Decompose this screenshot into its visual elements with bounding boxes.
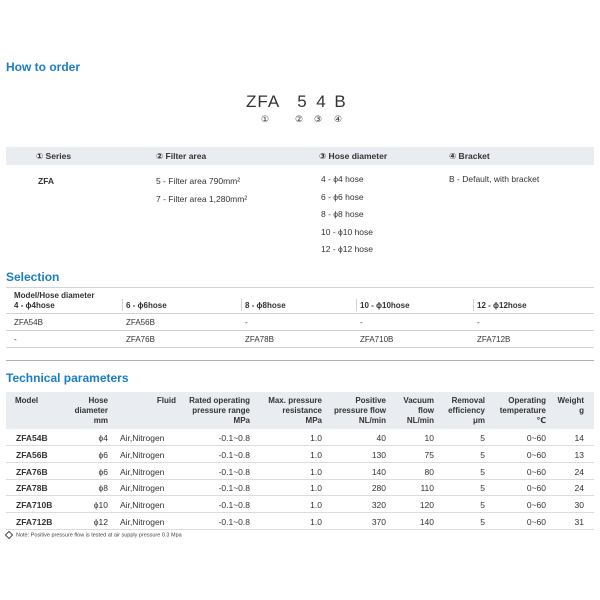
- option: 8 - ϕ8 hose: [321, 209, 364, 219]
- divider: [6, 347, 594, 348]
- selection-cell: ZFA78B: [245, 335, 274, 344]
- divider: [356, 299, 357, 311]
- header-positive-flow: [326, 396, 386, 426]
- table-cell: 320: [371, 500, 386, 511]
- header-line: diameter: [74, 406, 108, 415]
- table-cell: ϕ6: [98, 466, 108, 477]
- table-cell: 5: [480, 449, 485, 460]
- selection-header: 6 - ϕ6hose: [126, 301, 167, 310]
- header-line: flow: [418, 406, 434, 415]
- divider: [241, 299, 242, 311]
- table-row: [6, 497, 594, 513]
- table-cell: 1.0: [310, 449, 322, 460]
- series-options: [38, 176, 54, 194]
- table-cell: ϕ4: [98, 433, 108, 443]
- table-cell: 24: [574, 483, 584, 494]
- table-cell: -0.1~0.8: [218, 433, 250, 443]
- table-row: [6, 514, 594, 530]
- divider: [6, 287, 594, 288]
- selection-header: 8 - ϕ8hose: [245, 301, 286, 310]
- code-hose-diameter: 4: [316, 92, 327, 111]
- header-line: Max. pressure: [268, 396, 322, 405]
- header-series: ① Series: [36, 151, 72, 161]
- header-filter-area: ② Filter area: [156, 151, 207, 161]
- option: 7 - Filter area 1,280mm²: [156, 193, 248, 204]
- code-series: ZFA: [246, 92, 281, 111]
- divider: [6, 313, 594, 314]
- option: 4 - ϕ4 hose: [321, 174, 364, 184]
- selection-cell: ZFA76B: [126, 335, 155, 344]
- table-cell: 30: [574, 500, 584, 511]
- header-line: g: [579, 406, 584, 415]
- selection-cell: -: [245, 318, 248, 327]
- table-cell: 5: [480, 517, 485, 527]
- divider: [122, 299, 123, 311]
- selection-cell: -: [477, 318, 480, 327]
- table-cell: Air,Nitrogen: [120, 433, 165, 443]
- table-cell: -0.1~0.8: [218, 466, 250, 477]
- table-cell: 24: [574, 466, 584, 477]
- table-row: [6, 480, 594, 496]
- table-cell: 1.0: [310, 466, 322, 477]
- table-cell: 31: [574, 517, 584, 527]
- table-cell: ϕ10: [93, 500, 108, 511]
- table-row: [6, 447, 594, 463]
- header-line: pressure range: [192, 406, 250, 415]
- header-line: NL/min: [406, 416, 434, 425]
- selection-cell: ZFA54B: [14, 318, 43, 327]
- table-row: [6, 430, 594, 446]
- table-cell: 0~60: [526, 517, 546, 527]
- table-cell: Air,Nitrogen: [120, 483, 165, 494]
- header-line: resistance: [282, 406, 322, 415]
- option: 5 - Filter area 790mm²: [156, 176, 241, 186]
- option: 12 - ϕ12 hose: [321, 244, 374, 254]
- footnote: [6, 532, 182, 538]
- table-cell: 14: [574, 433, 584, 443]
- table-cell: Air,Nitrogen: [120, 449, 165, 460]
- header-line: pressure flow: [333, 406, 386, 415]
- header-max-pressure: [258, 396, 322, 426]
- table-cell: -0.1~0.8: [218, 500, 250, 511]
- diamond-icon: [5, 531, 13, 539]
- table-cell: 80: [424, 466, 434, 477]
- order-code: [246, 92, 350, 112]
- table-cell: 1.0: [310, 433, 322, 443]
- table-cell: 13: [574, 449, 584, 460]
- selection-cell: ZFA56B: [126, 318, 155, 327]
- divider: [473, 299, 474, 311]
- table-cell: -0.1~0.8: [218, 517, 250, 527]
- header-line: Hose: [88, 396, 108, 405]
- selection-header: 4 - ϕ4hose: [14, 301, 55, 310]
- header-operating-pressure: [180, 396, 250, 426]
- header-line: Vacuum: [403, 396, 434, 405]
- table-cell: 0~60: [526, 500, 546, 511]
- option: ZFA: [38, 176, 55, 186]
- code-marker: ④: [334, 114, 343, 124]
- table-cell: ZFA78B: [16, 483, 48, 494]
- code-bracket: B: [334, 92, 347, 111]
- header-bracket: ④ Bracket: [449, 151, 490, 161]
- table-cell: ZFA76B: [16, 466, 48, 477]
- table-cell: 370: [371, 517, 386, 527]
- header-line: MPa: [305, 416, 322, 425]
- header-hose-diameter: ③ Hose diameter: [319, 151, 388, 161]
- option: B - Default, with bracket: [449, 174, 540, 184]
- table-cell: 10: [424, 433, 434, 443]
- table-cell: 5: [480, 483, 485, 494]
- table-cell: Air,Nitrogen: [120, 517, 165, 527]
- header-line: efficiency: [448, 406, 485, 415]
- header-model: Model: [15, 396, 39, 405]
- table-cell: 5: [480, 433, 485, 443]
- header-weight: [550, 396, 584, 416]
- option: 10 - ϕ10 hose: [321, 226, 374, 237]
- header-vacuum-flow: [392, 396, 434, 426]
- table-cell: 0~60: [526, 433, 546, 443]
- table-cell: 0~60: [526, 449, 546, 460]
- header-line: temperature: [499, 406, 546, 415]
- footnote-text: Note: Positive pressure flow is tested at air supply pressure 0.3 Mpa: [16, 532, 182, 539]
- header-operating-temperature: [490, 396, 546, 426]
- table-cell: -0.1~0.8: [218, 449, 250, 460]
- header-line: μm: [472, 416, 485, 425]
- selection-cell: ZFA710B: [360, 335, 394, 344]
- table-cell: 140: [419, 517, 434, 527]
- table-cell: ZFA710B: [16, 500, 53, 511]
- header-removal-efficiency: [440, 396, 485, 426]
- header-line: Removal: [451, 396, 485, 405]
- table-cell: Air,Nitrogen: [120, 500, 165, 511]
- table-cell: 1.0: [310, 517, 322, 527]
- bracket-options: [449, 174, 539, 192]
- filter-area-options: [156, 176, 247, 211]
- option: 6 - ϕ6 hose: [321, 191, 364, 202]
- divider: [6, 330, 594, 331]
- code-marker: ①: [261, 114, 270, 124]
- header-line: mm: [93, 416, 108, 425]
- table-row: [6, 464, 594, 480]
- table-cell: 120: [419, 500, 434, 511]
- table-cell: 75: [424, 449, 434, 460]
- technical-title: Technical parameters: [6, 371, 129, 385]
- table-cell: 130: [371, 449, 386, 460]
- selection-cell: -: [14, 335, 17, 344]
- selection-title: Selection: [6, 270, 60, 284]
- table-cell: 1.0: [310, 500, 322, 511]
- table-cell: 5: [480, 500, 485, 511]
- header-line: Positive: [355, 396, 386, 405]
- table-cell: 40: [376, 433, 386, 443]
- header-fluid: Fluid: [156, 396, 176, 405]
- header-line: NL/min: [358, 416, 386, 425]
- table-cell: 0~60: [526, 483, 546, 494]
- table-cell: ZFA56B: [16, 449, 48, 460]
- table-cell: 140: [371, 466, 386, 477]
- code-marker: ②: [295, 114, 304, 124]
- header-line: Rated operating: [189, 396, 250, 405]
- table-cell: -0.1~0.8: [218, 483, 250, 494]
- table-cell: 0~60: [526, 466, 546, 477]
- selection-header: 12 - ϕ12hose: [477, 301, 527, 310]
- order-table-header: [6, 147, 594, 165]
- table-cell: 1.0: [310, 483, 322, 494]
- table-cell: ϕ6: [98, 449, 108, 460]
- table-cell: ZFA54B: [16, 433, 48, 443]
- table-cell: ZFA712B: [16, 517, 53, 527]
- selection-cell: ZFA712B: [477, 335, 511, 344]
- how-to-order-title: How to order: [6, 60, 80, 74]
- header-line: MPa: [233, 416, 250, 425]
- table-cell: Air,Nitrogen: [120, 466, 165, 477]
- selection-cell: -: [360, 318, 363, 327]
- divider: [6, 360, 594, 361]
- header-line: Operating: [508, 396, 546, 405]
- header-line: ℃: [536, 416, 546, 425]
- table-cell: ϕ8: [98, 483, 108, 494]
- table-cell: 110: [420, 483, 434, 494]
- hose-diameter-options: [321, 174, 373, 262]
- table-cell: ϕ12: [93, 517, 108, 527]
- header-hose: [60, 396, 108, 426]
- selection-header-top: Model/Hose diameter: [14, 291, 95, 300]
- code-filter-area: 5: [297, 92, 308, 111]
- table-cell: 5: [480, 466, 485, 477]
- selection-header: 10 - ϕ10hose: [360, 301, 410, 310]
- header-line: Weight: [557, 396, 584, 405]
- code-marker: ③: [314, 114, 323, 124]
- table-cell: 280: [371, 483, 386, 494]
